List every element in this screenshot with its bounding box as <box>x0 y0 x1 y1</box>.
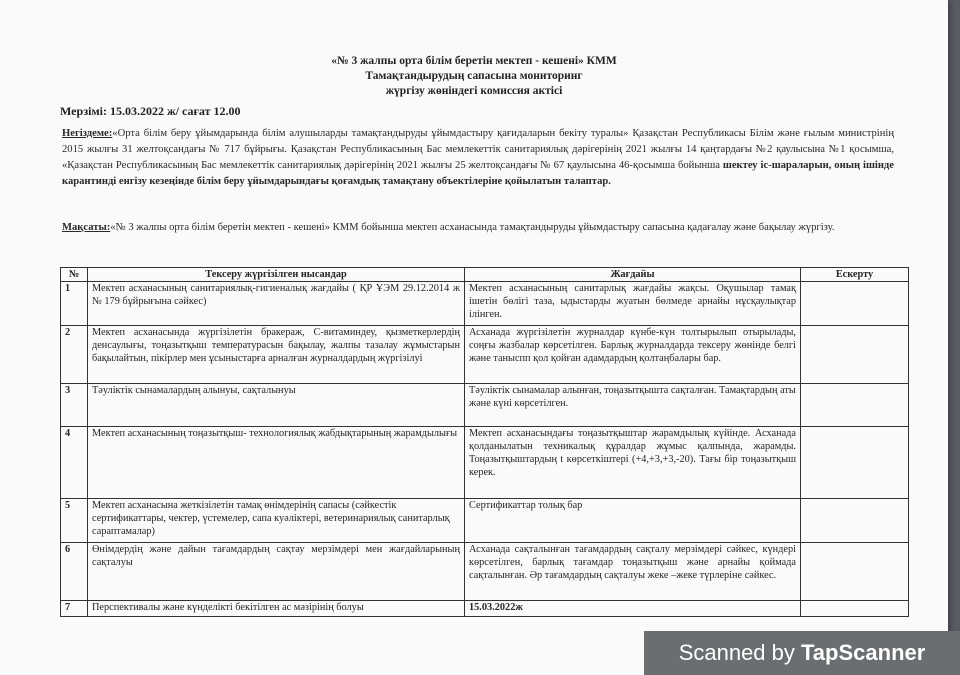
table-row <box>61 384 909 427</box>
header-line-1: «№ 3 жалпы орта білім беретін мектеп - кешені» КММ <box>331 55 617 67</box>
row-note <box>801 543 909 601</box>
row-number: 5 <box>61 499 88 543</box>
table-row <box>61 499 909 543</box>
row-object: Мектеп асханасында жүргізілетін бракераж, С-витаминдеу, қызметкерлердің денсаулығы, тоңазытқыш температурасын бақылау, жалпы тазалау жұмыстарын бақылайтын, пікірлер мен ұсыныстарға арналған журналдардың жүргізілуі <box>88 326 465 384</box>
row-object: Перспективалы және күнделікті бекітілген ас мәзірінің болуы <box>88 601 465 617</box>
header-line-3: жүргізу жөніндегі комиссия актісі <box>385 85 563 97</box>
row-number: 4 <box>61 427 88 499</box>
column-header-number: № <box>61 268 88 282</box>
header-line-2: Тамақтандырудың сапасына мониторинг <box>365 70 583 82</box>
row-object: Мектеп асханасының санитариялық-гигиеналық жағдайы ( ҚР ҰЭМ 29.12.2014 ж № 179 бұйрығына сәйкес) <box>88 282 465 326</box>
row-number: 2 <box>61 326 88 384</box>
watermark-prefix: Scanned by <box>678 640 801 665</box>
row-note <box>801 601 909 617</box>
basis-paragraph <box>62 126 894 190</box>
row-note <box>801 499 909 543</box>
term-date: Мерзімі: 15.03.2022 ж/ сағат 12.00 <box>60 104 241 118</box>
row-status: Тәуліктік сынамалар алынған, тоңазытқышта сақталған. Тамақтардың аты және күні көрсетілген. <box>465 384 801 427</box>
column-header-objects: Тексеру жүргізілген нысандар <box>88 268 465 282</box>
basis-text: «Орта білім беру ұйымдарында білім алушыларды тамақтандыруды ұйымдастыру қағидаларын бекіту туралы» Қазақстан Республикасы Білім және ғылым министрінің 2015 жылғы 31 желтоқсандағы № 717 бұйрығы. Қазақстан Республикасының Бас мемлекеттік санитариялық дәрігерінің 2021 жылғы 14 қаңтардағы №2 қаулысына №1 қосымша, «Қазақстан Республикасының Бас мемлекеттік санитариялық дәрігерінің 2021 жылғы 25 желтоқсандағы № 67 қаулысына 46-қосымша бойынша <box>62 128 894 171</box>
watermark-brand: TapScanner <box>801 640 926 665</box>
inspection-table <box>60 267 909 617</box>
column-header-note: Ескерту <box>801 268 909 282</box>
row-object: Тәуліктік сынамалардың алынуы, сақталынуы <box>88 384 465 427</box>
basis-bold-text: шектеу іс-шараларын, оның ішінде карантинді енгізу кезеңінде білім беру ұйымдарындағы қоғамдық тамақтану объектілеріне қойылатын талаптар. <box>62 160 894 187</box>
row-status: Асханада жүргізілетін журналдар күнбе-күн толтырылып отырылады, соңғы жазбалар көрсетілген. Барлық журналдарда тексеру жөнінде белгі және таныспп қол қойған адамдардың қолтаңбалары бар. <box>465 326 801 384</box>
column-header-status: Жағдайы <box>465 268 801 282</box>
tapscanner-watermark <box>644 631 960 675</box>
row-note <box>801 384 909 427</box>
table-row <box>61 326 909 384</box>
row-number: 6 <box>61 543 88 601</box>
goal-paragraph <box>62 220 894 236</box>
row-object: Өнімдердің және дайын тағамдардың сақтау мерзімдері мен жағдайларының сақталуы <box>88 543 465 601</box>
goal-label: Мақсаты: <box>62 222 111 233</box>
goal-text: «№ 3 жалпы орта білім беретін мектеп - кешені» КММ бойынша мектеп асханасында тамақтандыруды ұйымдастыру сапасына қадағалау және бақылау жүргізу. <box>110 222 835 233</box>
table-row <box>61 282 909 326</box>
row-status: Мектеп асханасындағы тоңазытқыштар жарамдылық күйінде. Асханада қолданылатын техникалық құралдар жұмыс қалпында, жарамды. Тоңазытқыштардың t көрсеткіштері (+4,+3,+3,-20). Тағы бір тоңазытқыш керек. <box>465 427 801 499</box>
row-object: Мектеп асханасының тоңазытқыш- технологиялық жабдықтарының жарамдылығы <box>88 427 465 499</box>
row-status: Асханада сақталынған тағамдардың сақталу мерзімдері сәйкес, күндері көрсетілген, барлық тағамдар тоңазытқыш және арнайы қоймада сақталынған. Әр тағамдардың сақталуы жеке –жеке түрлеріне сәйкес. <box>465 543 801 601</box>
table-row <box>61 601 909 617</box>
row-note <box>801 282 909 326</box>
row-number: 3 <box>61 384 88 427</box>
table-row <box>61 427 909 499</box>
row-status: 15.03.2022ж <box>465 601 801 617</box>
row-status: Сертификаттар толық бар <box>465 499 801 543</box>
table-row <box>61 543 909 601</box>
row-number: 7 <box>61 601 88 617</box>
row-object: Мектеп асханасына жеткізілетін тамақ өнімдерінің сапасы (сәйкестік сертификаттары, чектер, үстемелер, сапа куәліктері, ветеринариялық санитарлық сараптамалар) <box>88 499 465 543</box>
document-header <box>0 54 948 99</box>
row-note <box>801 326 909 384</box>
row-note <box>801 427 909 499</box>
row-number: 1 <box>61 282 88 326</box>
table-header-row <box>61 268 909 282</box>
row-status: Мектеп асханасының санитарлық жағдайы жақсы. Оқушылар тамақ ішетін бөлігі таза, ыдыстарды жуатын бөлмеде арнайы нұсқаулықтар ілінген. <box>465 282 801 326</box>
basis-label: Негіздеме: <box>62 128 113 139</box>
